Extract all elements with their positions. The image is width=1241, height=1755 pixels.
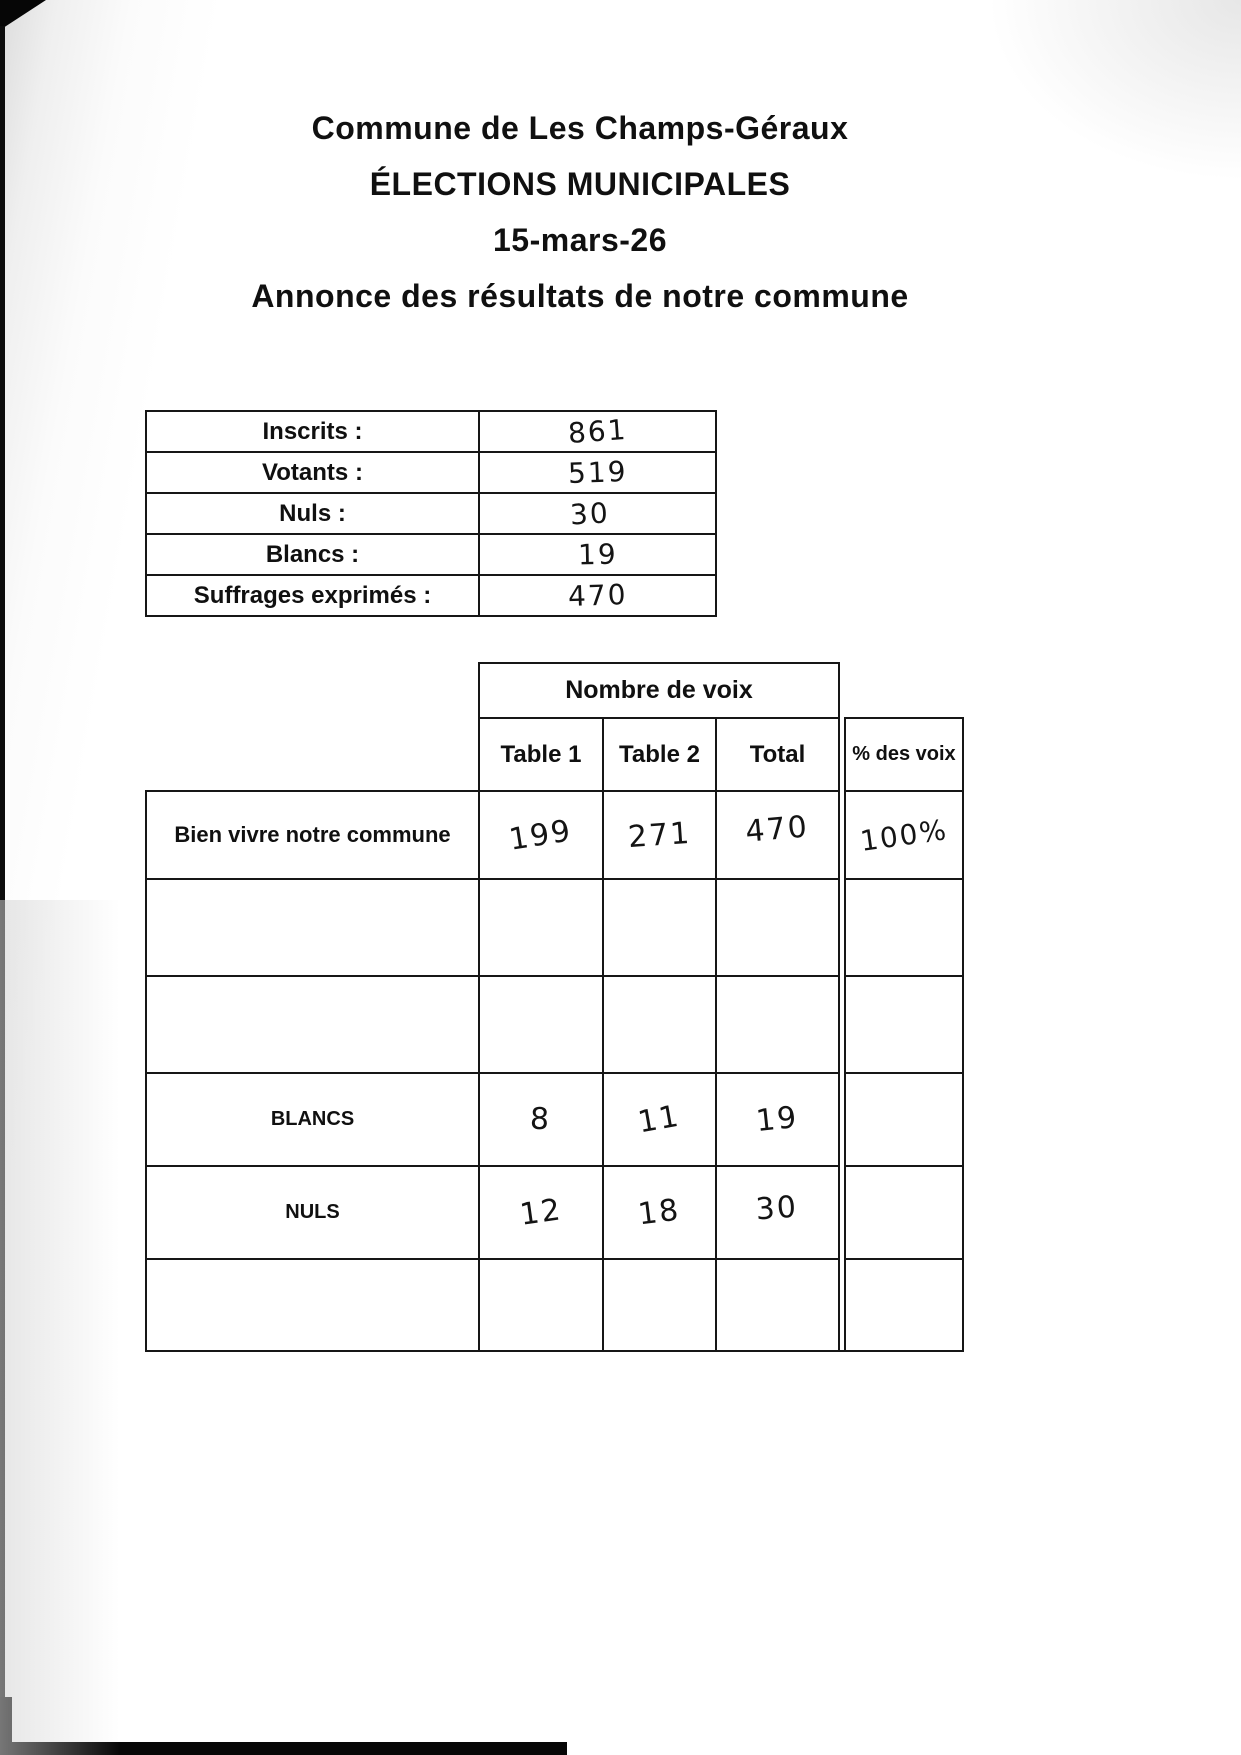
table-row: [146, 534, 716, 575]
table1-value: [479, 1073, 603, 1166]
handwritten-value: 30: [568, 496, 611, 532]
table-row: [146, 879, 963, 976]
handwritten-value: 19: [754, 1099, 801, 1140]
table-row: [146, 575, 716, 616]
list-name-cell: [146, 1259, 479, 1351]
total-value: [716, 879, 839, 976]
pct-value: [845, 1166, 963, 1259]
empty-cell: [146, 663, 479, 718]
total-value: [716, 1073, 839, 1166]
table1-value: [479, 1166, 603, 1259]
votants-label: Votants :: [146, 452, 479, 493]
handwritten-value: 12: [517, 1192, 565, 1233]
votants-value: [479, 452, 716, 493]
table-row: [146, 493, 716, 534]
handwritten-value: 11: [635, 1098, 684, 1141]
table2-value: [603, 879, 716, 976]
table2-value: [603, 1073, 716, 1166]
election-date: 15-mars-26: [493, 222, 667, 258]
table2-value: [603, 1259, 716, 1351]
pct-value: [845, 879, 963, 976]
total-value: [716, 1259, 839, 1351]
table2-value: [603, 791, 716, 879]
pct-value: [845, 976, 963, 1073]
suffrages-label: Suffrages exprimés :: [146, 575, 479, 616]
table-row: [146, 663, 963, 718]
blancs-label: Blancs :: [146, 534, 479, 575]
scan-shadow: [0, 900, 150, 1755]
pct-value: [845, 1073, 963, 1166]
table2-value: [603, 976, 716, 1073]
table2-value: [603, 1166, 716, 1259]
group-header-nombre-de-voix: Nombre de voix: [479, 663, 839, 718]
pct-value: [845, 791, 963, 879]
nuls-row-label: NULS: [146, 1166, 479, 1259]
summary-table: [145, 410, 717, 617]
list-name-cell: [146, 879, 479, 976]
empty-cell: [845, 663, 963, 718]
table-row: [146, 452, 716, 493]
total-value: [716, 1166, 839, 1259]
handwritten-value: 100%: [858, 812, 950, 858]
handwritten-value: 18: [636, 1192, 683, 1233]
col-header-pct-des-voix: % des voix: [845, 718, 963, 791]
handwritten-value: 470: [567, 577, 628, 614]
table-row: [146, 1259, 963, 1351]
table-row: [146, 411, 716, 452]
total-value: [716, 976, 839, 1073]
handwritten-value: 30: [754, 1189, 800, 1228]
handwritten-value: 199: [507, 812, 575, 858]
handwritten-value: 8: [529, 1101, 553, 1138]
empty-cell: [146, 718, 479, 791]
inscrits-value: [479, 411, 716, 452]
nuls-label: Nuls :: [146, 493, 479, 534]
table-row: [146, 791, 963, 879]
table1-value: [479, 791, 603, 879]
table1-value: [479, 879, 603, 976]
handwritten-value: 470: [743, 808, 811, 850]
table-row: [146, 1073, 963, 1166]
scan-corner-artifact: [0, 0, 46, 30]
col-header-table1: Table 1: [479, 718, 603, 791]
inscrits-label: Inscrits :: [146, 411, 479, 452]
suffrages-value: [479, 575, 716, 616]
handwritten-value: 861: [566, 412, 629, 451]
list-name-cell: [146, 976, 479, 1073]
election-title: ÉLECTIONS MUNICIPALES: [369, 166, 791, 202]
list-name-cell: Bien vivre notre commune: [146, 791, 479, 879]
table-row: [146, 718, 963, 791]
results-table: [145, 662, 964, 1352]
table-row: [146, 976, 963, 1073]
commune-title: Commune de Les Champs-Géraux: [311, 110, 849, 146]
title-block: [0, 100, 1160, 324]
handwritten-value: 519: [567, 454, 628, 491]
table-row: [146, 1166, 963, 1259]
col-header-table2: Table 2: [603, 718, 716, 791]
announcement-subtitle: Annonce des résultats de notre commune: [251, 278, 909, 314]
blancs-row-label: BLANCS: [146, 1073, 479, 1166]
handwritten-value: 271: [626, 815, 693, 855]
table1-value: [479, 1259, 603, 1351]
pct-value: [845, 1259, 963, 1351]
total-value: [716, 791, 839, 879]
handwritten-value: 19: [577, 537, 618, 572]
table1-value: [479, 976, 603, 1073]
blancs-value: [479, 534, 716, 575]
nuls-value: [479, 493, 716, 534]
col-header-total: Total: [716, 718, 839, 791]
